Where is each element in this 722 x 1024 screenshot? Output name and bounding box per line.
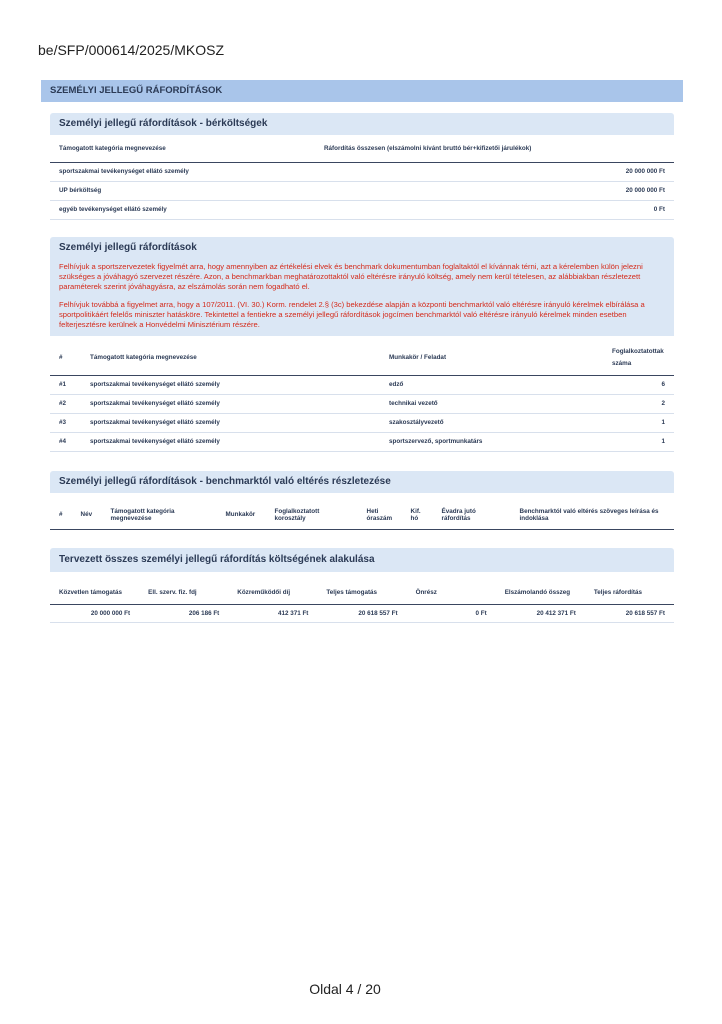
salary-row-amount: 20 000 000 Ft [315,181,674,200]
row-num: #1 [50,375,81,394]
planned-header-total-cost: Teljes ráfordítás [593,589,643,597]
personnel-header-num: # [59,354,63,362]
deviation-header-justification: Benchmarktól való eltérés szöveges leírása és indoklása [519,507,659,522]
row-category: sportszakmai tevékenységet ellátó személy [81,432,380,451]
row-num: #4 [50,432,81,451]
table-row [50,162,674,181]
row-role: edző [380,375,603,394]
deviation-header-category: Támogatott kategória megnevezése [110,507,175,522]
row-category: sportszakmai tevékenységet ellátó személy [81,413,380,432]
planned-value: 20 000 000 Ft [50,604,139,622]
row-count: 2 [603,394,674,413]
warning-notice [50,259,674,336]
deviation-header-age-group: Foglalkoztatott korosztály [274,507,320,522]
row-num: #3 [50,413,81,432]
salary-header-amount: Ráfordítás összesen (elszámolni kívánt bruttó bér+kifizetői járulékok) [324,144,532,152]
salary-row-name: UP bérköltség [50,181,315,200]
warning-paragraph: Felhívjuk továbbá a figyelmet arra, hogy a 107/2011. (VI. 30.) Korm. rendelet 2.§ (3c) bekezdése alapján a központi benchmarktól való eltérésre irányuló kérelmek elbírálása a sportpolitikáért felelős miniszter hatásköre. Tekintettel a fentiekre a személyi jellegű ráfordítások jogcímen benchmarktól való eltérésre irányuló kérelmek minden esetben felterjesztésre kerülnek a Honvédelmi Minisztérium részére. [59,299,645,330]
salary-section-title: Személyi jellegű ráfordítások - bérköltségek [50,113,674,135]
table-row [50,394,674,413]
salary-row-amount: 20 000 000 Ft [315,162,674,181]
personnel-header-count: Foglalkoztatottak száma [612,347,664,367]
deviation-header-role: Munkakör [225,511,256,519]
planned-value: 20 618 557 Ft [317,604,406,622]
deviation-header-season-cost: Évadra jutó ráfordítás [441,507,476,522]
page-number: Oldal 4 / 20 [309,981,381,997]
deviation-header-months: Kif. hó [410,507,421,522]
deviation-section [50,471,674,530]
planned-header-total-support: Teljes támogatás [326,589,378,597]
row-role: szakosztályvezető [380,413,603,432]
table-row [50,413,674,432]
salary-section [50,113,674,220]
row-num: #2 [50,394,81,413]
planned-section [50,548,674,623]
deviation-section-title: Személyi jellegű ráfordítások - benchmarktól való eltérés részletezése [50,471,674,493]
planned-value: 412 371 Ft [228,604,317,622]
planned-header-settlement-amount: Elszámolandó összeg [504,589,571,597]
salary-table [50,135,674,220]
deviation-header-num: # [59,511,63,519]
planned-header-own-contribution: Önrész [415,589,437,597]
table-row [50,200,674,219]
table-row [50,432,674,451]
deviation-table [50,501,674,530]
personnel-header-role: Munkakör / Feladat [389,354,447,362]
document-id: be/SFP/000614/2025/MKOSZ [38,42,224,58]
deviation-header-weekly-hours: Heti óraszám [366,507,393,522]
personnel-section-title: Személyi jellegű ráfordítások [50,237,674,259]
personnel-header-category: Támogatott kategória megnevezése [90,354,197,362]
personnel-section [50,237,674,452]
salary-header-category: Támogatott kategória megnevezése [59,144,166,152]
row-count: 1 [603,413,674,432]
planned-value: 20 412 371 Ft [496,604,585,622]
planned-value: 206 186 Ft [139,604,228,622]
table-row [50,604,674,622]
planned-header-control-fee: Ell. szerv. fiz. fdj [148,589,197,597]
table-row [50,181,674,200]
salary-row-name: sportszakmai tevékenységet ellátó személy [50,162,315,181]
deviation-header-name: Név [80,511,93,519]
salary-row-amount: 0 Ft [315,200,674,219]
row-role: sportszervező, sportmunkatárs [380,432,603,451]
planned-header-direct-support: Közvetlen támogatás [59,589,122,597]
planned-value: 0 Ft [407,604,496,622]
table-row [50,375,674,394]
personnel-table [50,341,674,452]
row-role: technikai vezető [380,394,603,413]
planned-table [50,582,674,623]
row-count: 6 [603,375,674,394]
planned-header-intermediary-fee: Közreműködői díj [237,589,291,597]
salary-row-name: egyéb tevékenységet ellátó személy [50,200,315,219]
row-category: sportszakmai tevékenységet ellátó személy [81,375,380,394]
row-count: 1 [603,432,674,451]
row-category: sportszakmai tevékenységet ellátó személy [81,394,380,413]
planned-section-title: Tervezett összes személyi jellegű ráfordítás költségének alakulása [50,548,674,572]
main-section-title: SZEMÉLYI JELLEGŰ RÁFORDÍTÁSOK [41,80,683,102]
planned-value: 20 618 557 Ft [585,604,674,622]
warning-paragraph: Felhívjuk a sportszervezetek figyelmét arra, hogy amennyiben az értékelési elvek és benchmark dokumentumban foglaltaktól el kívánnak térni, azt a kérelemben külön jelezni szükséges a jóváhagyó szervezet részére. Azon, a benchmarkban meghatározottaktól való eltérésre irányuló költség, amely nem kerül tételesen, az alábbiakban részletezett paraméterek szerint jóváhagyásra, az elszámolás során nem fogadható el. [59,262,643,292]
